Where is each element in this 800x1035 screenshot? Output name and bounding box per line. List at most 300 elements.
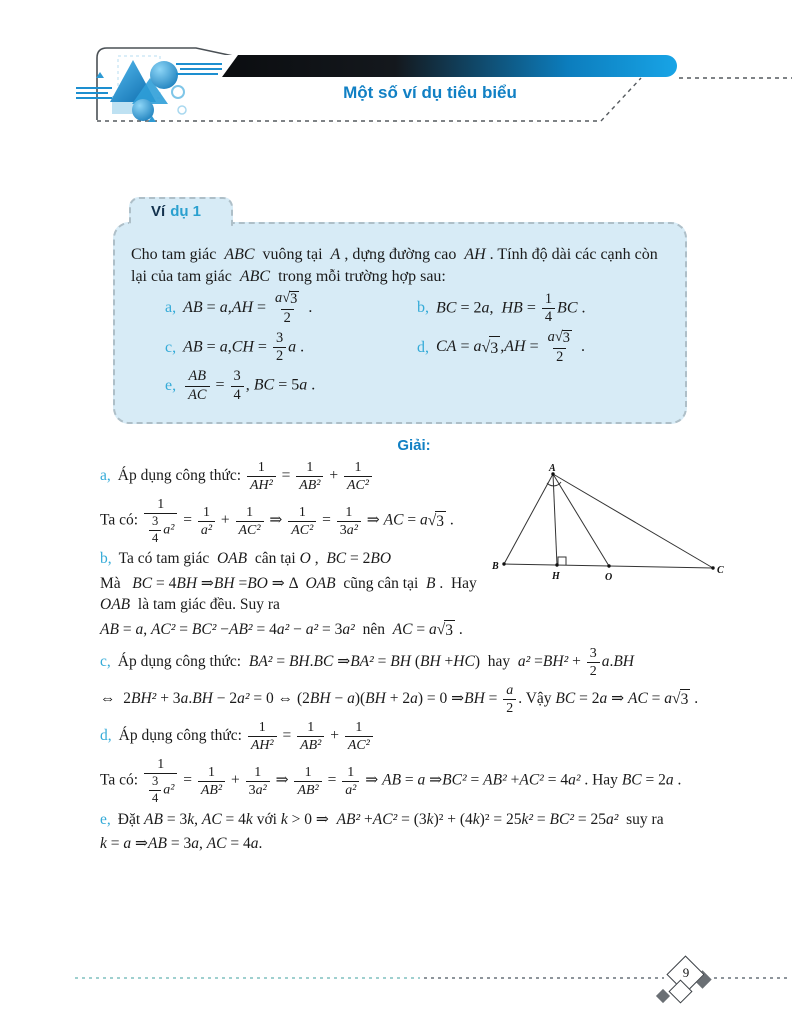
math-token: .	[307, 377, 316, 395]
math-token	[149, 530, 161, 546]
math-token: , dựng đường cao	[340, 246, 465, 263]
solution-section	[100, 437, 728, 859]
math-token	[428, 511, 446, 533]
math-token	[345, 720, 373, 753]
math-token: =	[456, 338, 474, 356]
solution-part-label: d,	[100, 727, 112, 745]
math-token: 4	[151, 791, 159, 805]
math-token: AB	[183, 299, 203, 317]
math-token	[185, 386, 209, 404]
math-token: a²	[163, 522, 175, 538]
math-token: ⇒	[271, 772, 293, 790]
solution-part-label: a,	[100, 467, 111, 485]
math-token: Đặt	[117, 810, 145, 828]
solution-line	[100, 720, 728, 753]
math-token: a²	[568, 772, 581, 790]
math-token: = 2	[346, 550, 371, 568]
math-token	[248, 720, 277, 753]
math-token	[198, 521, 215, 538]
case-item	[417, 330, 669, 365]
math-token: ) hay	[474, 653, 518, 671]
math-token: =	[466, 772, 484, 790]
math-token: BC²	[191, 621, 217, 639]
page-number: 9	[682, 965, 690, 980]
math-token	[296, 476, 323, 493]
math-token: ⇒	[333, 653, 351, 671]
math-token	[149, 775, 161, 790]
math-token: .	[446, 511, 454, 529]
math-token: 3	[589, 646, 597, 661]
math-token: =	[484, 690, 502, 708]
math-token: a²	[255, 782, 267, 798]
math-token: a	[419, 511, 428, 529]
math-token: k	[280, 810, 288, 828]
math-token: cũng cân tại	[335, 575, 427, 593]
math-token: 4	[233, 386, 241, 403]
math-token: AC	[188, 386, 207, 403]
math-token	[246, 765, 270, 798]
math-token: AB²	[229, 621, 253, 639]
math-token: AB	[144, 810, 163, 828]
math-token: trong mỗi trường hợp sau:	[270, 267, 446, 285]
math-token	[342, 781, 359, 798]
math-token: a	[547, 329, 555, 346]
math-token: √	[282, 290, 291, 307]
math-token: k²	[521, 810, 534, 828]
math-token: 1	[258, 720, 266, 736]
math-token: A	[330, 246, 341, 263]
math-token: a	[599, 690, 608, 708]
math-token	[144, 773, 177, 805]
math-token: B	[426, 575, 436, 593]
math-token: a	[665, 772, 674, 790]
math-token: ⇒	[265, 511, 287, 529]
math-token	[256, 720, 269, 736]
math-token	[231, 386, 244, 404]
math-token	[545, 330, 575, 365]
math-token: = 4	[226, 835, 251, 853]
math-token: AC²	[238, 522, 261, 538]
footer-rule-teal	[75, 977, 420, 979]
math-token	[231, 369, 244, 403]
math-token: BH	[420, 653, 441, 671]
math-token: . Hay	[435, 575, 485, 593]
math-token: 1	[298, 504, 306, 520]
math-token: AB²	[483, 772, 507, 790]
case-item	[165, 291, 417, 326]
solution-line	[100, 683, 728, 716]
math-token	[303, 460, 316, 476]
math-token: = 3	[318, 621, 343, 639]
case-label: a,	[165, 299, 177, 317]
math-token: 2	[556, 348, 564, 365]
math-token	[294, 781, 321, 798]
math-token	[200, 505, 213, 521]
math-token: a²	[305, 621, 319, 639]
math-token: =	[278, 727, 296, 745]
math-token: Ta có tam giác	[118, 550, 217, 568]
math-token: a	[288, 338, 297, 356]
math-token	[205, 765, 218, 781]
math-token	[296, 505, 309, 521]
math-token: ,	[489, 299, 502, 317]
math-token: BC²	[549, 810, 574, 828]
math-token: AC²	[291, 522, 314, 538]
math-token: AB	[100, 621, 119, 639]
example-tab-label: Ví	[151, 203, 166, 220]
case-item	[165, 331, 417, 365]
math-token	[351, 460, 364, 476]
math-token: AH²	[249, 478, 273, 494]
math-token	[248, 736, 277, 753]
math-token: =	[118, 621, 136, 639]
math-token	[273, 331, 286, 365]
math-token: AC	[392, 621, 413, 639]
math-token: 3	[490, 339, 499, 357]
math-token: BC	[253, 377, 275, 395]
math-token	[154, 497, 167, 513]
math-token: 1	[306, 460, 314, 475]
math-token: .	[188, 690, 193, 708]
math-token: .	[296, 338, 305, 356]
math-token: ABC	[224, 246, 255, 263]
math-token: = 25	[573, 810, 606, 828]
math-token: =	[234, 575, 248, 593]
math-token	[435, 511, 446, 533]
math-token: a	[417, 772, 426, 790]
math-token: = 3	[162, 810, 188, 828]
math-token: 1	[347, 764, 355, 780]
math-token: Mà	[100, 575, 133, 593]
math-token	[555, 330, 572, 347]
math-token: a	[219, 338, 228, 356]
math-token: ⇒	[361, 772, 383, 790]
math-token	[251, 765, 264, 781]
math-token: cân tại	[247, 550, 300, 568]
math-token	[503, 683, 516, 699]
vertex-label-h: H	[552, 571, 560, 582]
math-token: =	[401, 772, 418, 790]
math-token: ABC	[239, 267, 271, 285]
math-token: a²	[605, 810, 619, 828]
math-token: BH	[192, 690, 213, 708]
math-token	[337, 505, 361, 538]
math-token: a²	[342, 621, 355, 639]
math-token: ⇒	[197, 575, 214, 593]
math-token: +	[325, 467, 342, 485]
math-token: = 2	[575, 690, 600, 708]
math-token: OAB	[216, 550, 248, 568]
case-label: d,	[417, 338, 429, 356]
math-token: k	[187, 810, 195, 828]
math-token	[273, 331, 286, 348]
math-token: . Vậy	[518, 690, 556, 708]
math-token	[154, 757, 167, 773]
math-token: a	[664, 690, 673, 708]
math-token	[481, 336, 500, 360]
math-token: BC²	[442, 772, 467, 790]
math-token	[149, 515, 161, 545]
footer-rule-gray	[424, 977, 664, 979]
math-token: AH	[504, 338, 526, 356]
math-token: )(	[354, 690, 366, 708]
math-token: 2	[275, 348, 284, 365]
math-token: =	[323, 772, 341, 790]
math-token: √	[427, 511, 437, 529]
math-token: BC	[132, 575, 153, 593]
math-token: BH	[288, 653, 310, 671]
math-token	[272, 291, 302, 326]
math-token	[273, 347, 286, 365]
math-token: > 0 ⇒	[287, 810, 337, 828]
math-token	[542, 292, 555, 326]
math-token: 1	[355, 720, 363, 736]
math-token: AC²	[372, 810, 398, 828]
math-token: AB	[148, 835, 167, 853]
math-token: AB²	[300, 738, 322, 754]
math-token	[503, 683, 516, 716]
math-token: ,	[194, 810, 202, 828]
math-token	[236, 505, 264, 538]
math-token: a	[135, 621, 144, 639]
math-token: ,	[198, 835, 207, 853]
math-token: 3	[562, 330, 570, 347]
math-token	[255, 460, 268, 476]
math-token: a²	[517, 653, 531, 671]
math-token: BC	[557, 299, 578, 317]
math-token: ,	[227, 299, 232, 317]
math-token	[542, 308, 555, 326]
math-token: ⇔ 2	[100, 690, 131, 708]
math-token: 3	[445, 622, 454, 640]
math-token	[198, 765, 225, 798]
math-token: Cho tam giác	[131, 246, 225, 263]
math-token: 1	[157, 757, 165, 773]
math-token: 1	[157, 497, 165, 513]
math-token: ) = 0 ⇒	[417, 690, 465, 708]
math-token	[304, 720, 317, 736]
math-token: √	[436, 621, 446, 639]
math-token: .	[455, 621, 463, 639]
math-token: =	[202, 338, 220, 356]
math-token	[342, 765, 359, 798]
math-token: AC²	[150, 621, 176, 639]
math-token: Áp dụng công thức:	[117, 653, 249, 671]
math-token	[236, 521, 264, 538]
math-token: 3	[290, 291, 298, 308]
math-token: = 0 ⇔ (2	[249, 690, 310, 708]
math-token: =	[179, 511, 196, 529]
math-token	[294, 765, 321, 798]
math-token: 1	[254, 764, 262, 780]
math-token: ⇒	[362, 511, 384, 529]
math-token	[149, 775, 161, 805]
math-token: =	[175, 621, 192, 639]
math-token	[302, 765, 315, 781]
math-token: .	[577, 299, 586, 317]
math-token: k	[100, 835, 107, 853]
solution-part-label: c,	[100, 653, 111, 671]
math-token	[247, 460, 276, 493]
case-label: c,	[165, 338, 177, 356]
math-token: a	[275, 290, 283, 307]
math-token: BH²	[542, 653, 569, 671]
math-token: .	[673, 772, 682, 790]
math-token: BC	[621, 772, 642, 790]
math-token: − 2	[212, 690, 238, 708]
math-token: nên	[354, 621, 393, 639]
math-token: AB²	[336, 810, 361, 828]
math-token: ⇒	[425, 772, 443, 790]
math-token	[282, 291, 299, 308]
math-token: k	[426, 810, 434, 828]
example-box	[113, 203, 687, 424]
math-token: .	[258, 835, 263, 853]
math-token: OAB	[305, 575, 336, 593]
math-token: =	[253, 338, 271, 356]
math-token	[231, 369, 244, 386]
math-token: AC	[383, 511, 404, 529]
math-token: = 4	[152, 575, 177, 593]
math-token: BC	[436, 299, 457, 317]
solution-heading: Giải:	[397, 437, 431, 454]
math-token: +	[568, 653, 585, 671]
case-item	[417, 292, 669, 326]
math-token: AB	[382, 772, 402, 790]
math-token	[296, 460, 323, 493]
math-token: BH	[464, 690, 485, 708]
math-token: AC	[201, 810, 222, 828]
math-token	[272, 291, 302, 309]
math-token	[352, 720, 365, 736]
case-label: b,	[417, 299, 429, 317]
math-token	[545, 330, 575, 348]
vertex-label-c: C	[717, 565, 724, 576]
math-token: 4	[151, 530, 159, 545]
math-token: a	[180, 690, 189, 708]
solution-line	[100, 757, 728, 805]
math-token: +	[440, 653, 454, 671]
math-token: = (3	[397, 810, 427, 828]
math-token	[247, 476, 276, 493]
math-token: 2	[589, 664, 597, 680]
math-token: −	[216, 621, 229, 639]
math-token: 2	[283, 309, 291, 326]
math-token: k	[245, 810, 253, 828]
math-token	[144, 513, 177, 545]
case-list	[165, 291, 669, 403]
math-token: ⇒	[131, 835, 149, 853]
math-token: a	[410, 690, 418, 708]
math-token: BC	[313, 653, 334, 671]
math-token: =	[211, 377, 229, 395]
math-token: =	[403, 511, 420, 529]
math-token: BH	[309, 690, 331, 708]
math-token: + 2	[385, 690, 411, 708]
math-token: =	[530, 653, 543, 671]
math-token: =	[179, 772, 196, 790]
solution-line	[100, 646, 728, 679]
math-token: O	[299, 550, 311, 568]
solution-line	[100, 620, 728, 642]
math-token: . Hay	[580, 772, 622, 790]
solution-part-label: b,	[100, 550, 112, 568]
math-token	[246, 781, 270, 798]
math-token	[186, 369, 210, 386]
math-token: ,	[143, 621, 151, 639]
math-token: 1	[304, 764, 312, 780]
math-token: a	[506, 683, 514, 699]
math-token	[345, 736, 373, 753]
math-token: a²	[345, 782, 357, 798]
page-title: Một số ví dụ tiêu biểu	[343, 83, 517, 102]
math-token: Ta có:	[100, 511, 142, 529]
math-token: . Tính độ dài các cạnh còn lại của tam giác	[131, 246, 662, 285]
math-token: AB	[188, 368, 207, 385]
math-token: BO	[370, 550, 392, 568]
math-token: AC²	[346, 478, 369, 494]
problem-statement	[131, 244, 669, 287]
math-token	[337, 521, 361, 538]
math-token: 3	[339, 522, 347, 538]
math-token: .	[304, 299, 313, 317]
math-token	[297, 720, 324, 753]
math-token	[288, 521, 316, 538]
math-token	[243, 505, 256, 521]
math-token: −	[330, 690, 348, 708]
math-token: OAB	[100, 596, 131, 614]
math-token: BO	[247, 575, 268, 593]
math-token: = 4	[252, 621, 277, 639]
math-token: ⇒ Δ	[267, 575, 306, 593]
math-token: a²	[237, 690, 250, 708]
math-token: AB²	[299, 478, 321, 494]
math-token: AB²	[200, 782, 223, 798]
math-token: + 3	[156, 690, 181, 708]
math-token: a²	[276, 621, 290, 639]
math-token	[149, 515, 161, 530]
math-token: =	[522, 299, 540, 317]
math-token: a	[429, 621, 437, 639]
math-token: =	[647, 690, 665, 708]
math-token: = 4	[543, 772, 569, 790]
math-token	[437, 620, 455, 642]
math-token: AC²	[519, 772, 544, 790]
math-token: = 5	[274, 377, 300, 395]
math-token: Áp dụng công thức:	[118, 727, 246, 745]
math-token: =	[525, 338, 543, 356]
math-token: = 4	[221, 810, 246, 828]
math-token	[587, 646, 600, 679]
case-item	[165, 369, 417, 403]
math-token: BA²	[350, 653, 374, 671]
header-banner	[222, 55, 677, 77]
math-token	[587, 646, 600, 662]
math-token: a²	[346, 522, 358, 538]
math-token: a²	[163, 782, 175, 798]
vertex-label-o: O	[605, 572, 613, 583]
math-token	[281, 309, 294, 327]
math-token: suy ra	[618, 810, 664, 828]
math-token: +	[326, 727, 343, 745]
math-token: +	[227, 772, 244, 790]
math-token: BH²	[131, 690, 157, 708]
example-tab-number: dụ 1	[170, 203, 202, 220]
math-token: BC	[555, 690, 576, 708]
math-token: )² + (4	[433, 810, 473, 828]
math-token: 3	[248, 782, 256, 798]
math-token: BH	[613, 653, 634, 671]
